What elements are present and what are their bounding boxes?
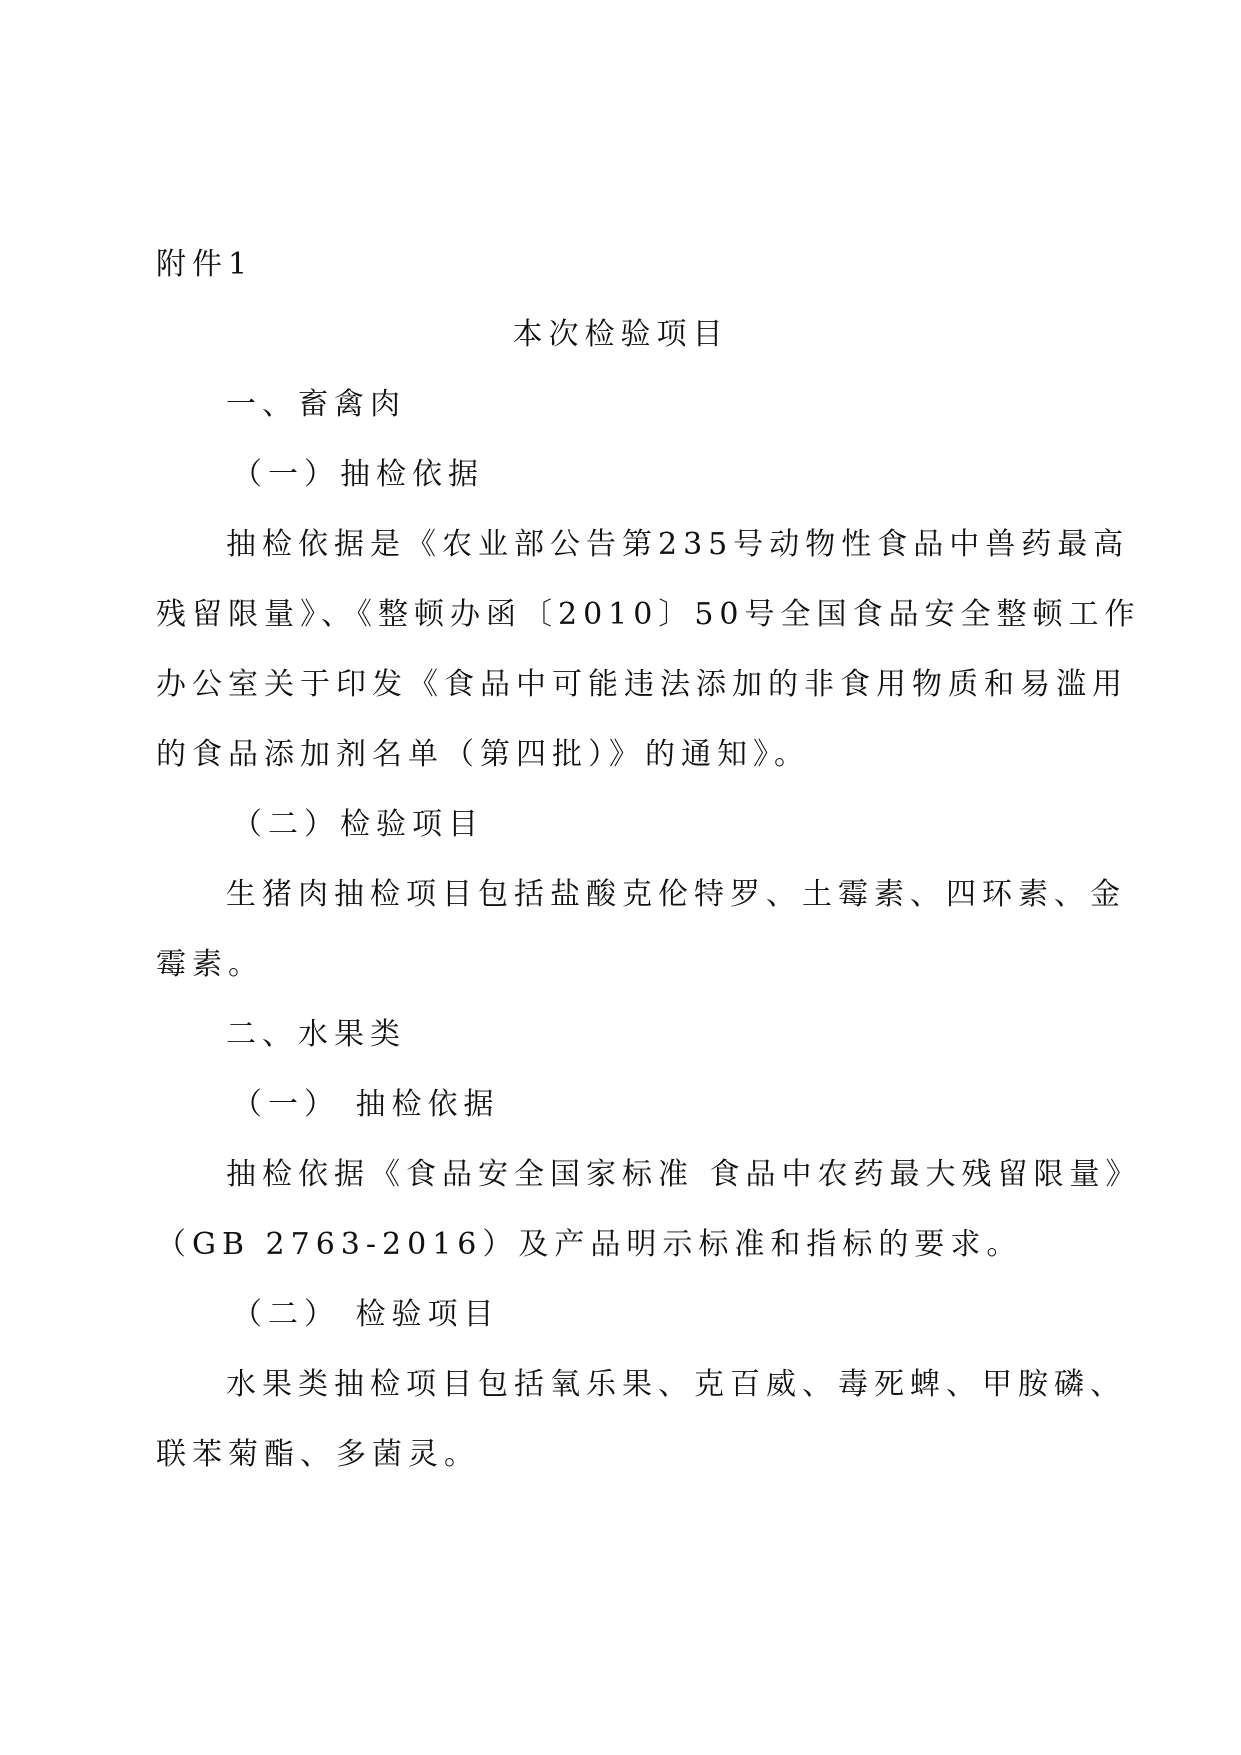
subsection-heading: （二）检验项目 bbox=[232, 807, 484, 842]
subsection-heading: （二） 检验项目 bbox=[232, 1297, 500, 1332]
document-title: 本次检验项目 bbox=[512, 317, 729, 352]
paragraph-line: 联苯菊酯、多菌灵。 bbox=[156, 1437, 480, 1472]
paragraph-line: （GB 2763-2016）及产品明示标准和指标的要求。 bbox=[156, 1227, 1023, 1262]
paragraph-line: 办公室关于印发《食品中可能违法添加的非食用物质和易滥用 bbox=[156, 667, 1128, 702]
paragraph-line: 的食品添加剂名单（第四批）》的通知》。 bbox=[156, 737, 810, 772]
paragraph-line: 残留限量》、《整顿办函〔2010〕50号全国食品安全整顿工作 bbox=[156, 597, 1141, 632]
subsection-heading: （一） 抽检依据 bbox=[232, 1087, 500, 1122]
paragraph-line: 霉素。 bbox=[156, 947, 264, 982]
paragraph-line: 生猪肉抽检项目包括盐酸克伦特罗、土霉素、四环素、金 bbox=[226, 877, 1126, 912]
section-heading: 一、畜禽肉 bbox=[226, 387, 406, 422]
section-heading: 二、水果类 bbox=[226, 1017, 406, 1052]
annex-label: 附件1 bbox=[156, 247, 254, 282]
paragraph-line: 抽检依据是《农业部公告第235号动物性食品中兽药最高 bbox=[226, 527, 1130, 562]
paragraph-line: 水果类抽检项目包括氧乐果、克百威、毒死蜱、甲胺磷、 bbox=[226, 1367, 1126, 1402]
paragraph-line: 抽检依据《食品安全国家标准 食品中农药最大残留限量》 bbox=[226, 1157, 1142, 1192]
subsection-heading: （一）抽检依据 bbox=[232, 457, 484, 492]
